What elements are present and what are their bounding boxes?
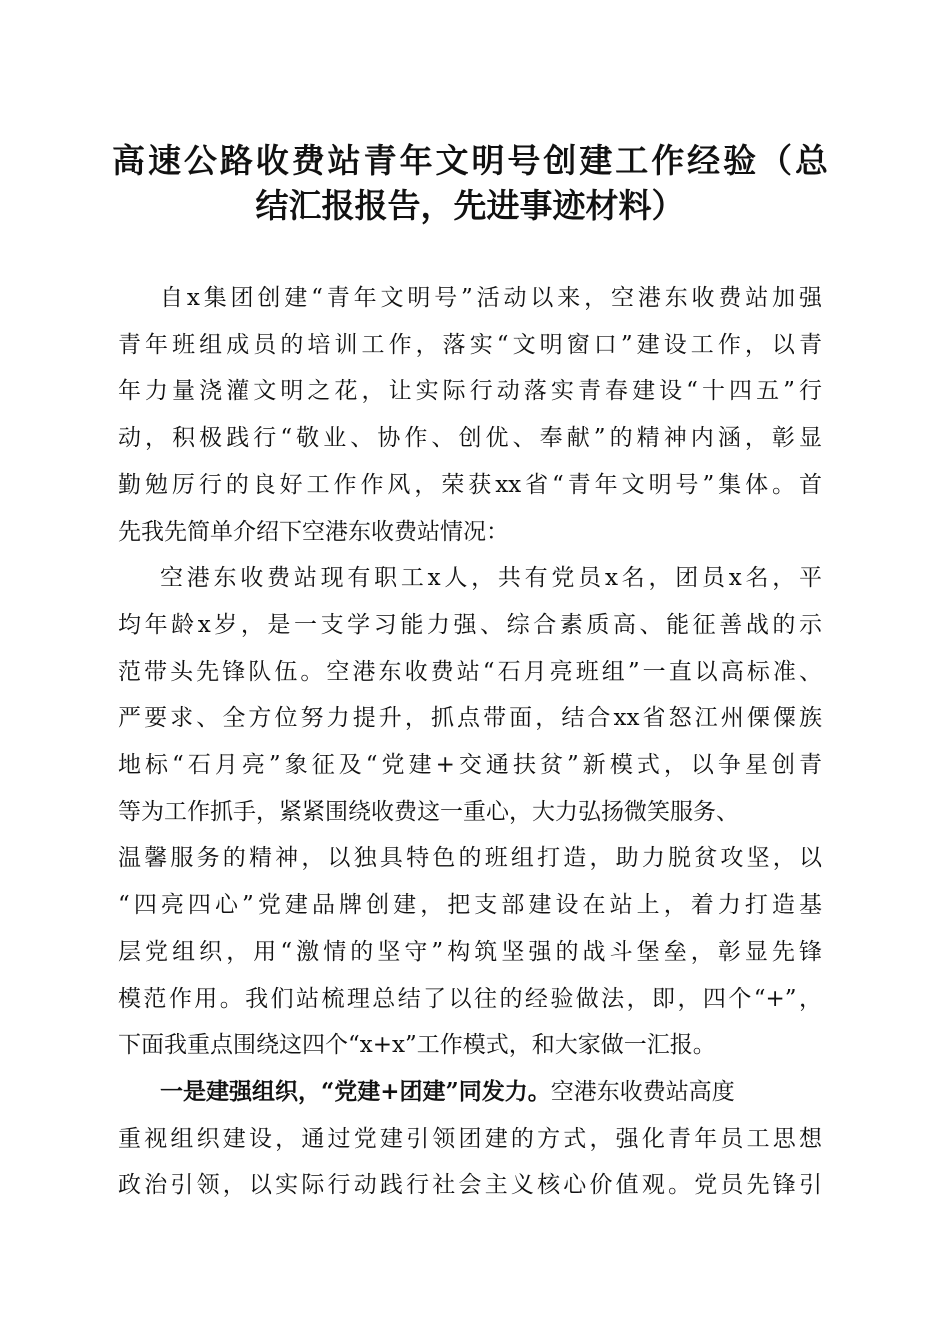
text-line: 模范作用。我们站梳理总结了以往的经验做法，即，四个“+”，: [118, 985, 822, 1012]
text-line: 重视组织建设，通过党建引领团建的方式，强化青年员工思想: [118, 1125, 822, 1152]
text-line: 层党组织，用“激情的坚守”构筑坚强的战斗堡垒，彰显先锋: [118, 938, 822, 965]
document-title: [112, 138, 828, 228]
title-line-2: 结汇报报告，先进事迹材料）: [255, 186, 685, 225]
text-line: “四亮四心”党建品牌创建，把支部建设在站上，着力打造基: [118, 892, 822, 919]
paragraph-intro: [118, 275, 822, 555]
text-line: 严要求、全方位努力提升，抓点带面，结合xx省怒江州傈僳族: [118, 705, 822, 732]
text-line: 地标“石月亮”象征及“党建+交通扶贫”新模式，以争星创青: [118, 752, 822, 779]
text-line: 勤勉厉行的良好工作作风，荣获xx省“青年文明号”集体。首: [118, 471, 822, 498]
text-line: 青年班组成员的培训工作，落实“文明窗口”建设工作，以青: [118, 331, 822, 358]
text-line: 自x集团创建“青年文明号”活动以来，空港东收费站加强: [160, 285, 822, 311]
text-line: 下面我重点围绕这四个“x+x”工作模式，和大家做一汇报。: [118, 1032, 716, 1059]
text-line: 等为工作抓手，紧紧围绕收费这一重心，大力弘扬微笑服务、: [118, 798, 739, 825]
text-line: 年力量浇灌文明之花，让实际行动落实青春建设“十四五”行: [118, 378, 822, 405]
point-text: 空港东收费站高度: [550, 1078, 735, 1105]
paragraph-station-overview: [118, 555, 822, 1069]
point-heading: 一是建强组织，“党建+团建”同发力。: [160, 1077, 551, 1105]
text-line: 政治引领，以实际行动践行社会主义核心价值观。党员先锋引: [118, 1172, 822, 1199]
text-line: 动，积极践行“敬业、协作、创优、奉献”的精神内涵，彰显: [118, 425, 822, 452]
text-line: 空港东收费站现有职工x人，共有党员x名，团员x名，平: [160, 565, 822, 592]
document-body: [118, 275, 822, 1209]
text-line: [118, 1069, 822, 1116]
text-line: 范带头先锋队伍。空港东收费站“石月亮班组”一直以高标准、: [118, 658, 822, 685]
text-line: 均年龄x岁，是一支学习能力强、综合素质高、能征善战的示: [118, 611, 822, 638]
text-line: 先我先简单介绍下空港东收费站情况：: [118, 518, 509, 545]
paragraph-point-one: [118, 1069, 822, 1209]
title-line-1: 高速公路收费站青年文明号创建工作经验（总: [112, 141, 828, 180]
text-line: 温馨服务的精神，以独具特色的班组打造，助力脱贫攻坚，以: [118, 845, 822, 872]
